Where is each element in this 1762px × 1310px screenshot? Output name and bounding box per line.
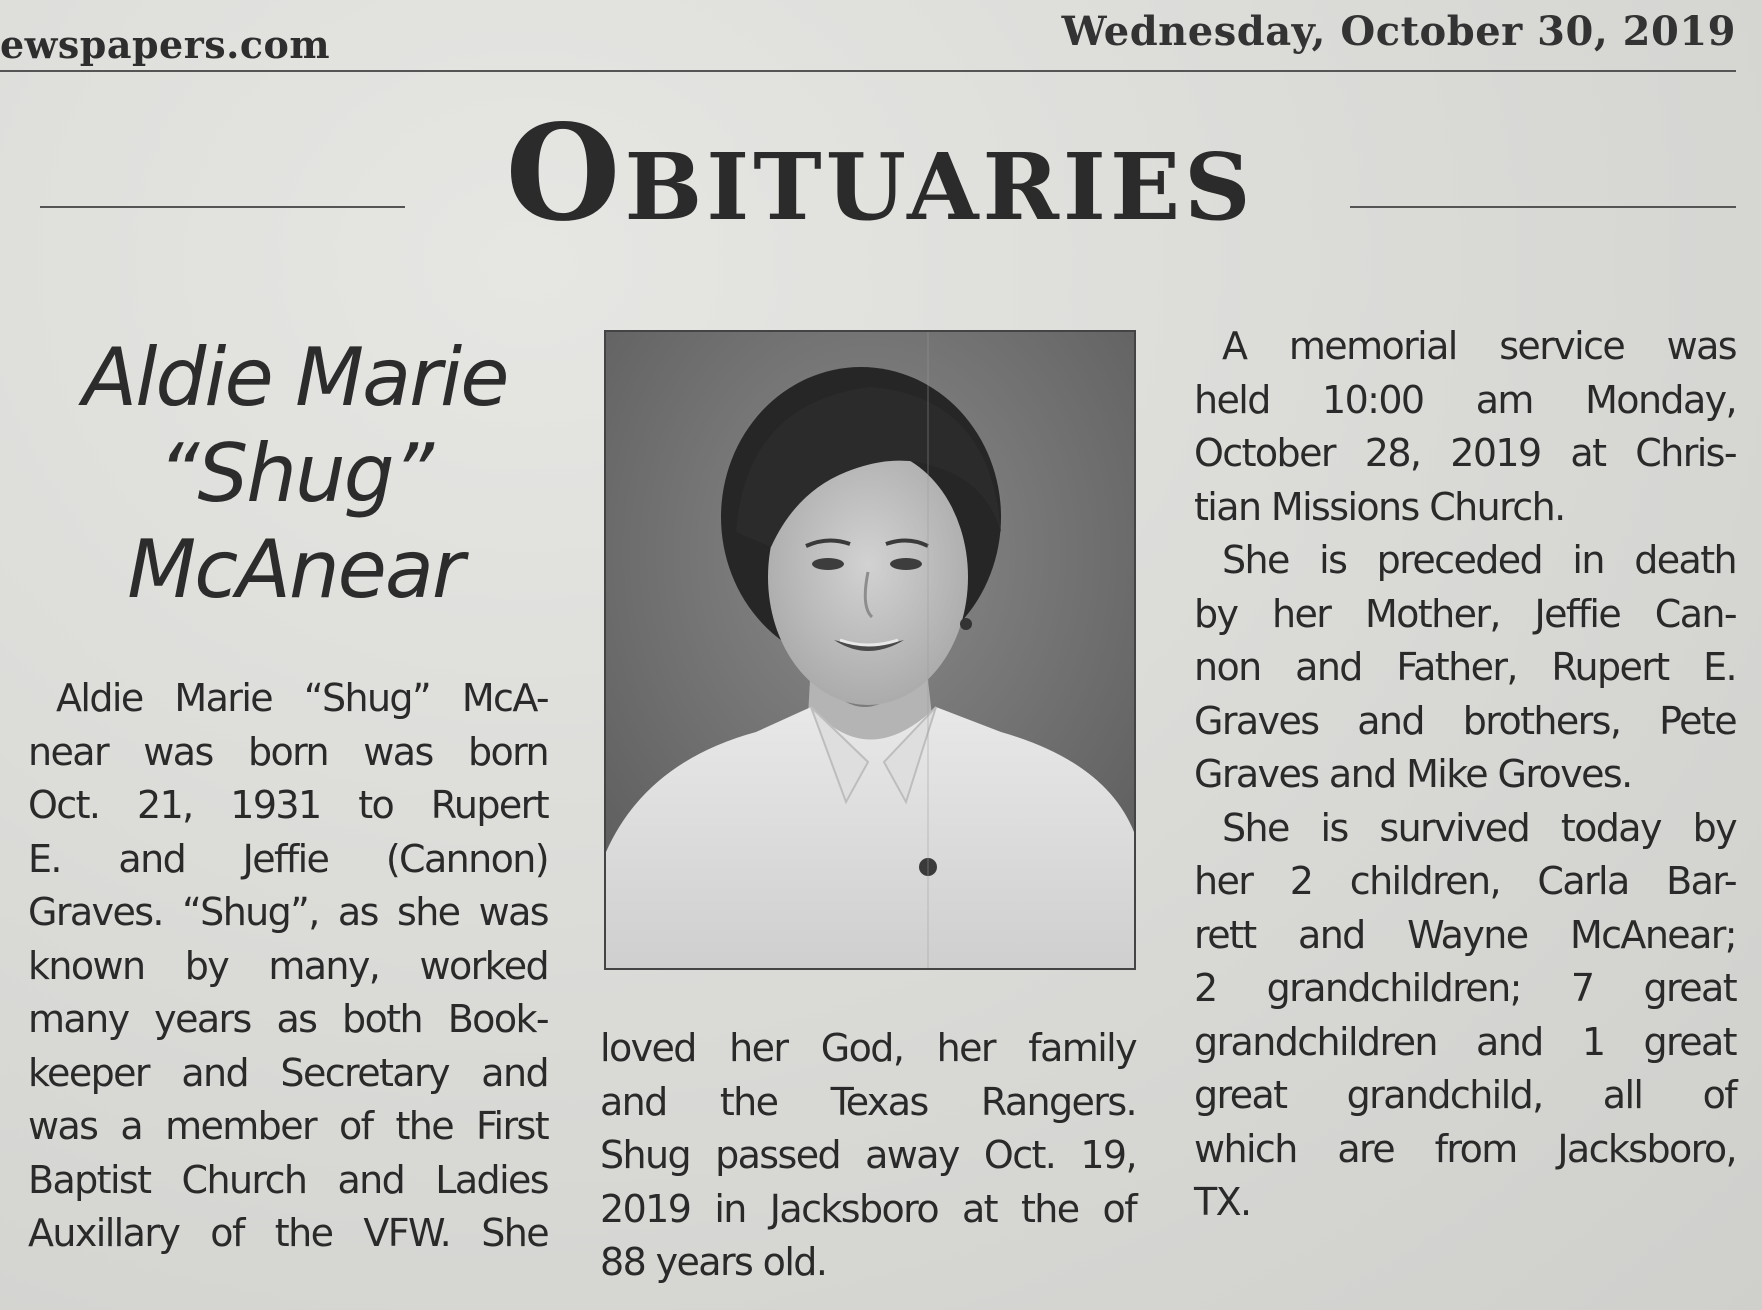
text-line: TX. [1194, 1180, 1251, 1224]
text-line: by her Mother, Jeffie Can- [1194, 591, 1736, 636]
text-line: and the Texas Rangers. [600, 1079, 1136, 1124]
text-line: her 2 children, Carla Bar- [1194, 859, 1736, 903]
headline-line: McAnear [127, 523, 463, 616]
obituary-headline [30, 330, 560, 618]
section-title: Obituaries [505, 96, 1255, 251]
portrait-illustration [606, 332, 1134, 968]
text-line: keeper and Secretary and [28, 1050, 548, 1095]
issue-date: Wednesday, October 30, 2019 [1061, 8, 1736, 55]
text-line: was a member of the First [28, 1104, 548, 1148]
text-column-1 [28, 672, 548, 1261]
text-line: held 10:00 am Monday, [1194, 377, 1736, 422]
text-line: Oct. 21, 1931 to Rupert [28, 783, 548, 827]
text-column-2 [600, 1022, 1136, 1290]
text-column-3 [1194, 320, 1736, 1230]
text-line: E. and Jeffie (Cannon) [28, 836, 548, 881]
headline-line: “Shug” [158, 427, 432, 520]
text-line: She is survived today by [1222, 805, 1736, 850]
title-rule-right [1350, 206, 1736, 208]
site-url: ewspapers.com [0, 22, 331, 67]
text-line: near was born was born [28, 729, 548, 774]
text-line: Aldie Marie “Shug” McA- [56, 676, 548, 720]
text-line: rett and Wayne McAnear; [1194, 912, 1736, 957]
text-line: Graves and brothers, Pete [1194, 698, 1736, 743]
text-line: loved her God, her family [600, 1026, 1136, 1070]
title-rule-left [40, 206, 405, 208]
text-line: 2019 in Jacksboro at the of [600, 1186, 1136, 1231]
text-line: 2 grandchildren; 7 great [1194, 966, 1736, 1010]
text-line: tian Missions Church. [1194, 484, 1565, 529]
text-line: Graves and Mike Groves. [1194, 752, 1632, 796]
text-line: Graves. “Shug”, as she was [28, 890, 548, 934]
text-line: which are from Jacksboro, [1194, 1126, 1736, 1171]
portrait-photo [604, 330, 1136, 970]
text-line: known by many, worked [28, 943, 548, 988]
text-line: Shug passed away Oct. 19, [600, 1133, 1136, 1177]
text-line: Baptist Church and Ladies [28, 1157, 548, 1202]
header-rule [0, 70, 1736, 72]
text-line: 88 years old. [600, 1240, 827, 1284]
text-line: October 28, 2019 at Chris- [1194, 431, 1736, 475]
text-line: Auxillary of the VFW. She [28, 1211, 548, 1255]
text-line: She is preceded in death [1222, 538, 1736, 582]
text-line: great grandchild, all of [1194, 1073, 1736, 1117]
text-line: A memorial service was [1222, 324, 1736, 368]
text-line: many years as both Book- [28, 997, 548, 1041]
text-line: non and Father, Rupert E. [1194, 645, 1736, 689]
text-line: grandchildren and 1 great [1194, 1019, 1736, 1064]
headline-line: Aldie Marie [82, 331, 508, 424]
